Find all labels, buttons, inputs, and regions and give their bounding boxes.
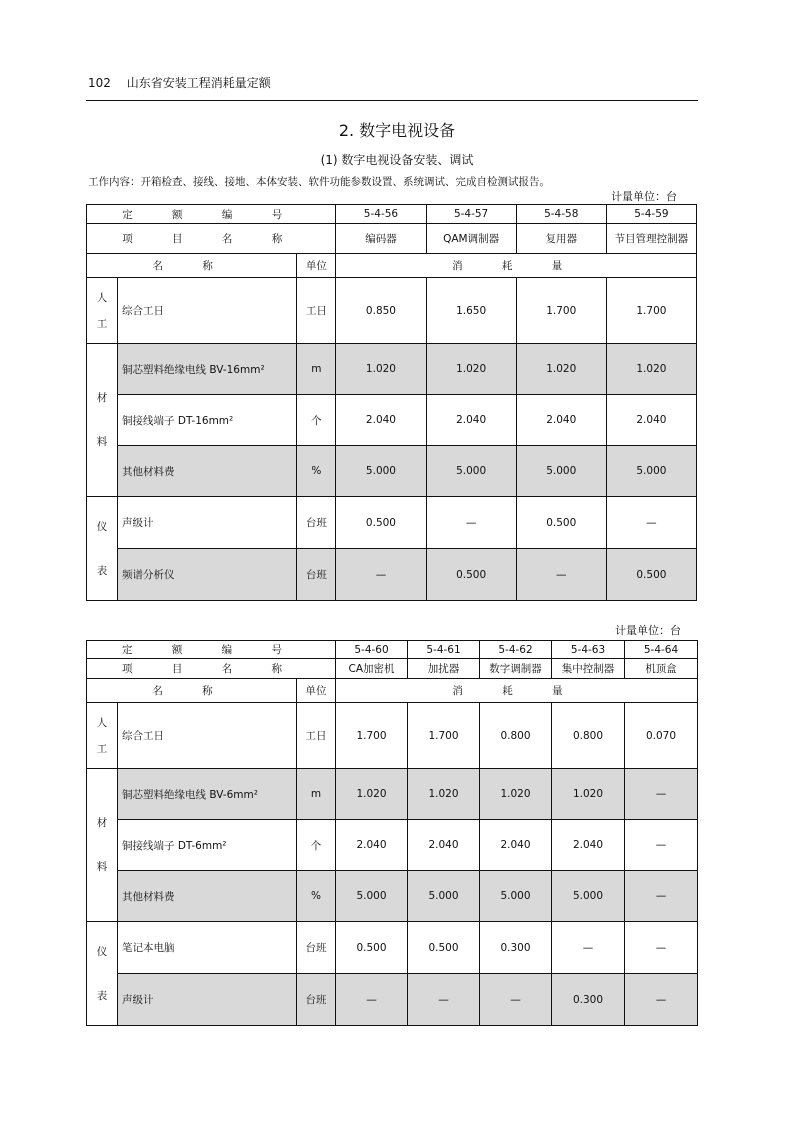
value-cell: 2.040 xyxy=(606,395,696,446)
item-name-label: 项 目 名 称 xyxy=(87,224,336,254)
row-unit: % xyxy=(297,446,336,497)
item-cell: CA加密机 xyxy=(336,659,408,679)
row-name: 铜芯塑料绝缘电线 BV-16mm² xyxy=(118,344,297,395)
value-cell: — xyxy=(625,769,698,820)
row-unit: 工日 xyxy=(297,703,336,769)
unit-header: 单位 xyxy=(297,254,336,278)
row-name: 其他材料费 xyxy=(118,446,297,497)
row-name: 声级计 xyxy=(118,974,297,1026)
row-name: 铜芯塑料绝缘电线 BV-6mm² xyxy=(118,769,297,820)
value-cell: 2.040 xyxy=(480,820,552,871)
code-cell: 5-4-58 xyxy=(516,205,606,224)
code-cell: 5-4-64 xyxy=(625,641,698,659)
value-cell: 0.500 xyxy=(408,922,480,974)
item-cell: 节目管理控制器 xyxy=(606,224,696,254)
value-cell: 5.000 xyxy=(552,871,625,922)
group-label-instrument: 仪 表 xyxy=(87,497,118,601)
code-cell: 5-4-63 xyxy=(552,641,625,659)
value-cell: 1.020 xyxy=(408,769,480,820)
value-cell: 0.500 xyxy=(516,497,606,549)
group-label-labor: 人 工 xyxy=(87,703,118,769)
value-cell: 1.020 xyxy=(336,769,408,820)
value-cell: 2.040 xyxy=(336,395,426,446)
unit-note-2: 计量单位：台 xyxy=(615,624,681,637)
row-unit: % xyxy=(297,871,336,922)
name-header: 名 称 xyxy=(87,254,297,278)
row-name: 其他材料费 xyxy=(118,871,297,922)
group-label-instrument: 仪 表 xyxy=(87,922,118,1026)
page-number: 102 xyxy=(88,76,111,90)
value-cell: 0.800 xyxy=(552,703,625,769)
group-label-labor: 人 工 xyxy=(87,278,118,344)
value-cell: — xyxy=(625,820,698,871)
value-cell: — xyxy=(625,922,698,974)
unit-note-1: 计量单位：台 xyxy=(611,190,677,203)
row-name: 频谱分析仪 xyxy=(118,549,297,601)
row-name: 综合工日 xyxy=(118,703,297,769)
value-cell: — xyxy=(408,974,480,1026)
value-cell: 2.040 xyxy=(426,395,516,446)
row-unit: 个 xyxy=(297,395,336,446)
value-cell: 0.300 xyxy=(480,922,552,974)
value-cell: 1.020 xyxy=(426,344,516,395)
value-cell: 5.000 xyxy=(336,871,408,922)
unit-header: 单位 xyxy=(297,679,336,703)
value-cell: 0.500 xyxy=(606,549,696,601)
quota-no-label: 定 额 编 号 xyxy=(87,641,336,659)
value-cell: 5.000 xyxy=(408,871,480,922)
value-cell: 2.040 xyxy=(336,820,408,871)
item-cell: 编码器 xyxy=(336,224,426,254)
subsection-title: (1) 数字电视设备安装、调试 xyxy=(320,153,474,167)
row-name: 声级计 xyxy=(118,497,297,549)
value-cell: — xyxy=(480,974,552,1026)
value-cell: 0.070 xyxy=(625,703,698,769)
quota-table-1 xyxy=(86,204,697,601)
value-cell: — xyxy=(625,974,698,1026)
value-cell: 1.020 xyxy=(480,769,552,820)
value-cell: 5.000 xyxy=(516,446,606,497)
group-label-material: 材 料 xyxy=(87,769,118,922)
value-cell: 5.000 xyxy=(426,446,516,497)
quota-table-2 xyxy=(86,640,698,1026)
code-cell: 5-4-60 xyxy=(336,641,408,659)
value-cell: 2.040 xyxy=(516,395,606,446)
value-cell: 2.040 xyxy=(408,820,480,871)
item-cell: 机顶盒 xyxy=(625,659,698,679)
code-cell: 5-4-59 xyxy=(606,205,696,224)
code-cell: 5-4-56 xyxy=(336,205,426,224)
value-cell: — xyxy=(552,922,625,974)
consumption-header: 消 耗 量 xyxy=(336,679,698,703)
value-cell: 1.020 xyxy=(552,769,625,820)
value-cell: — xyxy=(625,871,698,922)
item-cell: QAM调制器 xyxy=(426,224,516,254)
value-cell: 2.040 xyxy=(552,820,625,871)
value-cell: — xyxy=(516,549,606,601)
value-cell: 1.650 xyxy=(426,278,516,344)
value-cell: 5.000 xyxy=(606,446,696,497)
value-cell: — xyxy=(336,549,426,601)
code-cell: 5-4-61 xyxy=(408,641,480,659)
value-cell: — xyxy=(606,497,696,549)
row-unit: m xyxy=(297,769,336,820)
row-unit: 台班 xyxy=(297,497,336,549)
value-cell: — xyxy=(426,497,516,549)
row-unit: m xyxy=(297,344,336,395)
row-unit: 台班 xyxy=(297,922,336,974)
header-rule xyxy=(86,100,698,101)
value-cell: 1.020 xyxy=(516,344,606,395)
section-title: 2. 数字电视设备 xyxy=(338,121,456,140)
group-label-material: 材 料 xyxy=(87,344,118,497)
value-cell: 5.000 xyxy=(336,446,426,497)
book-title: 山东省安装工程消耗量定额 xyxy=(126,76,271,90)
item-cell: 集中控制器 xyxy=(552,659,625,679)
consumption-header: 消 耗 量 xyxy=(336,254,697,278)
row-name: 铜接线端子 DT-6mm² xyxy=(118,820,297,871)
value-cell: 1.700 xyxy=(408,703,480,769)
quota-no-label: 定 额 编 号 xyxy=(87,205,336,224)
item-cell: 数字调制器 xyxy=(480,659,552,679)
value-cell: 1.700 xyxy=(336,703,408,769)
item-cell: 复用器 xyxy=(516,224,606,254)
value-cell: 1.700 xyxy=(516,278,606,344)
work-content: 工作内容：开箱检查、接线、接地、本体安装、软件功能参数设置、系统调试、完成自检测试报告。 xyxy=(88,176,550,188)
value-cell: 0.500 xyxy=(426,549,516,601)
name-header: 名 称 xyxy=(87,679,297,703)
value-cell: 0.300 xyxy=(552,974,625,1026)
code-cell: 5-4-57 xyxy=(426,205,516,224)
value-cell: 1.020 xyxy=(336,344,426,395)
value-cell: 0.500 xyxy=(336,497,426,549)
row-unit: 台班 xyxy=(297,974,336,1026)
code-cell: 5-4-62 xyxy=(480,641,552,659)
value-cell: 0.800 xyxy=(480,703,552,769)
value-cell: 0.500 xyxy=(336,922,408,974)
row-name: 综合工日 xyxy=(118,278,297,344)
value-cell: 0.850 xyxy=(336,278,426,344)
running-header xyxy=(88,74,271,91)
row-name: 笔记本电脑 xyxy=(118,922,297,974)
value-cell: — xyxy=(336,974,408,1026)
item-cell: 加扰器 xyxy=(408,659,480,679)
item-name-label: 项 目 名 称 xyxy=(87,659,336,679)
value-cell: 1.020 xyxy=(606,344,696,395)
value-cell: 5.000 xyxy=(480,871,552,922)
value-cell: 1.700 xyxy=(606,278,696,344)
row-unit: 个 xyxy=(297,820,336,871)
row-unit: 台班 xyxy=(297,549,336,601)
row-name: 铜接线端子 DT-16mm² xyxy=(118,395,297,446)
row-unit: 工日 xyxy=(297,278,336,344)
